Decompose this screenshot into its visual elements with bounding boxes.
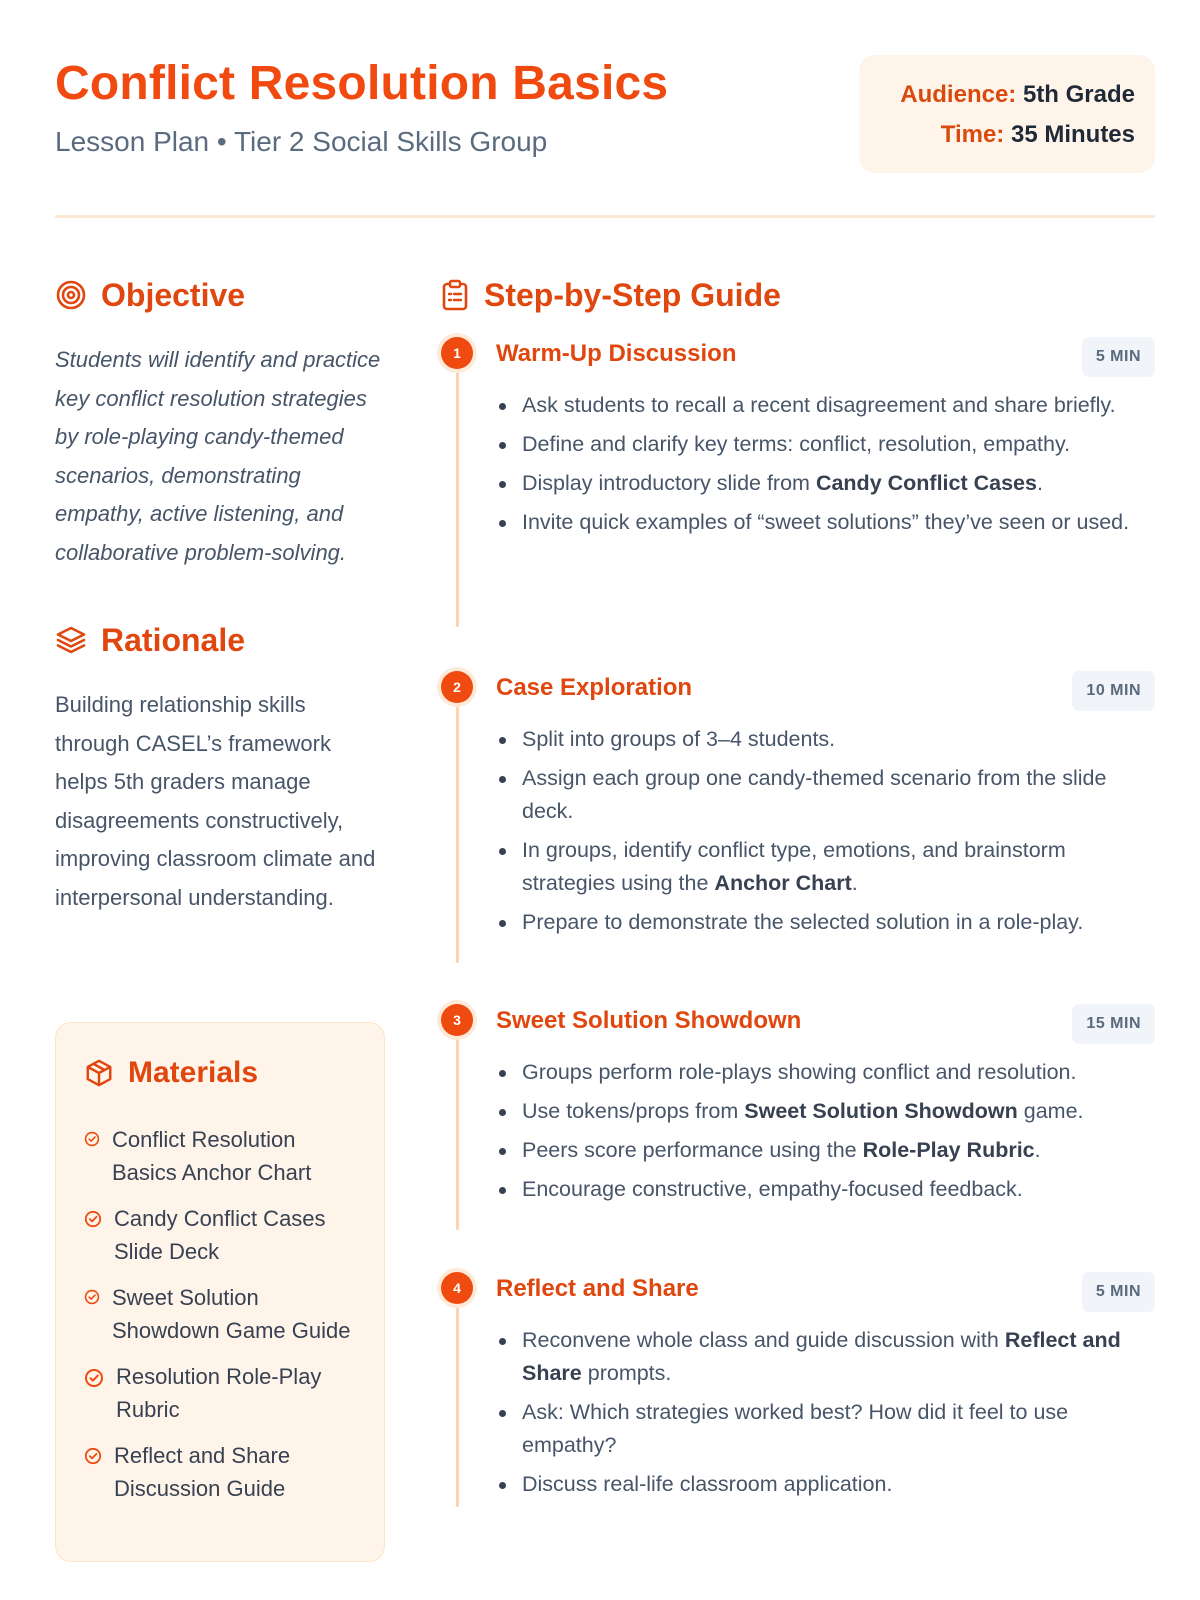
audience-label: Audience: <box>900 81 1017 108</box>
bullet-text: Reconvene whole class and guide discussion with <box>522 1328 1005 1352</box>
step-title: Case Exploration <box>496 674 693 701</box>
material-label: Conflict Resolution Basics Anchor Chart <box>112 1127 312 1185</box>
objective-heading <box>55 275 385 315</box>
header-divider <box>55 215 1155 218</box>
objective-text: Students will identify and practice key conflict resolution strategies by role-playing candy-themed scenarios, demonstrating empathy, active listening, and collaborative problem-solving. <box>55 347 381 565</box>
step-duration-badge: 5 MIN <box>1082 337 1155 377</box>
bullet-emphasis: Anchor Chart <box>714 871 852 895</box>
materials-title: Materials <box>128 1056 259 1089</box>
guide-column <box>440 275 1155 1496</box>
bullet-text: Use tokens/props from <box>522 1099 745 1123</box>
lesson-meta-box <box>859 55 1155 173</box>
step-bullet <box>496 1134 1146 1167</box>
step-bullet: Groups perform role-plays showing conflict and resolution. <box>496 1056 1146 1089</box>
materials-heading <box>84 1053 364 1093</box>
step-bullet-list <box>496 723 1146 945</box>
target-icon <box>55 279 87 311</box>
check-circle-icon <box>84 1210 102 1228</box>
bullet-text: game. <box>1017 1099 1084 1123</box>
step-title: Reflect and Share <box>496 1275 699 1302</box>
timeline-line <box>456 673 459 963</box>
page-subtitle: Lesson Plan • Tier 2 Social Skills Group <box>55 126 548 157</box>
step-bullet <box>496 834 1146 900</box>
step-number-badge: 1 <box>441 337 473 369</box>
package-icon <box>84 1058 114 1088</box>
timeline-line <box>456 339 459 627</box>
step-bullet-list <box>496 389 1146 545</box>
step-bullet <box>496 1095 1146 1128</box>
bullet-text: . <box>1036 471 1043 495</box>
timeline-line <box>456 1274 459 1507</box>
step-bullet: Ask students to recall a recent disagreement and share briefly. <box>496 389 1146 422</box>
check-circle-icon <box>84 1289 100 1305</box>
material-item <box>84 1439 364 1505</box>
step-bullet: Discuss real-life classroom application. <box>496 1468 1146 1501</box>
step-bullet: Ask: Which strategies worked best? How did it feel to use empathy? <box>496 1396 1146 1462</box>
audience-value: 5th Grade <box>1022 81 1135 108</box>
bullet-text: Peers score performance using the <box>522 1138 863 1162</box>
check-circle-icon <box>84 1131 100 1147</box>
step-bullet: Split into groups of 3–4 students. <box>496 723 1146 756</box>
time-value: 35 Minutes <box>1010 121 1135 148</box>
material-item <box>84 1281 364 1347</box>
timeline-line <box>456 1006 459 1230</box>
step-duration-badge: 5 MIN <box>1082 1272 1155 1312</box>
bullet-emphasis: Candy Conflict Cases <box>815 471 1037 495</box>
step-number-badge: 2 <box>441 671 473 703</box>
material-item <box>84 1202 364 1268</box>
time-line <box>859 115 1135 155</box>
step-bullet <box>496 467 1146 500</box>
bullet-text: Display introductory slide from <box>522 471 816 495</box>
step-bullet-list <box>496 1324 1146 1507</box>
rationale-title: Rationale <box>101 621 246 658</box>
left-column <box>55 275 385 917</box>
step-number-badge: 3 <box>441 1004 473 1036</box>
step-bullet: Assign each group one candy-themed scenario from the slide deck. <box>496 762 1146 828</box>
lesson-header <box>55 55 1155 175</box>
bullet-emphasis: Role-Play Rubric <box>862 1138 1035 1162</box>
step-bullet: Invite quick examples of “sweet solutions” they’ve seen or used. <box>496 506 1146 539</box>
step-bullet: Define and clarify key terms: conflict, resolution, empathy. <box>496 428 1146 461</box>
material-label: Candy Conflict Cases Slide Deck <box>114 1206 326 1264</box>
audience-line <box>859 75 1135 115</box>
objective-title: Objective <box>101 276 246 313</box>
material-label: Sweet Solution Showdown Game Guide <box>112 1285 351 1343</box>
guide-title: Step-by-Step Guide <box>484 276 781 313</box>
check-circle-icon <box>84 1447 102 1465</box>
step-duration-badge: 10 MIN <box>1072 671 1155 711</box>
material-label: Reflect and Share Discussion Guide <box>114 1443 291 1501</box>
check-circle-icon <box>84 1368 104 1388</box>
step-title: Sweet Solution Showdown <box>496 1007 802 1034</box>
layers-icon <box>55 624 87 656</box>
time-label: Time: <box>940 121 1005 148</box>
material-item <box>84 1123 364 1189</box>
bullet-text: . <box>1034 1138 1041 1162</box>
bullet-emphasis: Sweet Solution Showdown <box>744 1099 1018 1123</box>
bullet-text: In groups, identify conflict type, emotions, and brainstorm strategies using the <box>522 838 1066 895</box>
rationale-heading <box>55 620 385 660</box>
step-duration-badge: 15 MIN <box>1072 1004 1155 1044</box>
bullet-emphasis: Reflect and Share <box>522 1328 1121 1385</box>
materials-panel <box>55 1022 385 1562</box>
bullet-text: prompts. <box>581 1361 672 1385</box>
step-title: Warm-Up Discussion <box>496 340 737 367</box>
step-number-badge: 4 <box>441 1272 473 1304</box>
rationale-text: Building relationship skills through CASEL’s framework helps 5th graders manage disagreements constructively, improving classroom climate and interpersonal understanding. <box>55 692 376 910</box>
step-bullet <box>496 1324 1146 1390</box>
page-title: Conflict Resolution Basics <box>55 57 669 110</box>
step-bullet-list <box>496 1056 1146 1212</box>
clipboard-icon <box>440 279 470 311</box>
step-bullet: Prepare to demonstrate the selected solution in a role-play. <box>496 906 1146 939</box>
step-bullet: Encourage constructive, empathy-focused feedback. <box>496 1173 1146 1206</box>
materials-list <box>84 1123 364 1505</box>
guide-heading <box>440 275 1155 315</box>
material-item <box>84 1360 364 1426</box>
bullet-text: . <box>851 871 858 895</box>
material-label: Resolution Role-Play Rubric <box>116 1364 322 1422</box>
